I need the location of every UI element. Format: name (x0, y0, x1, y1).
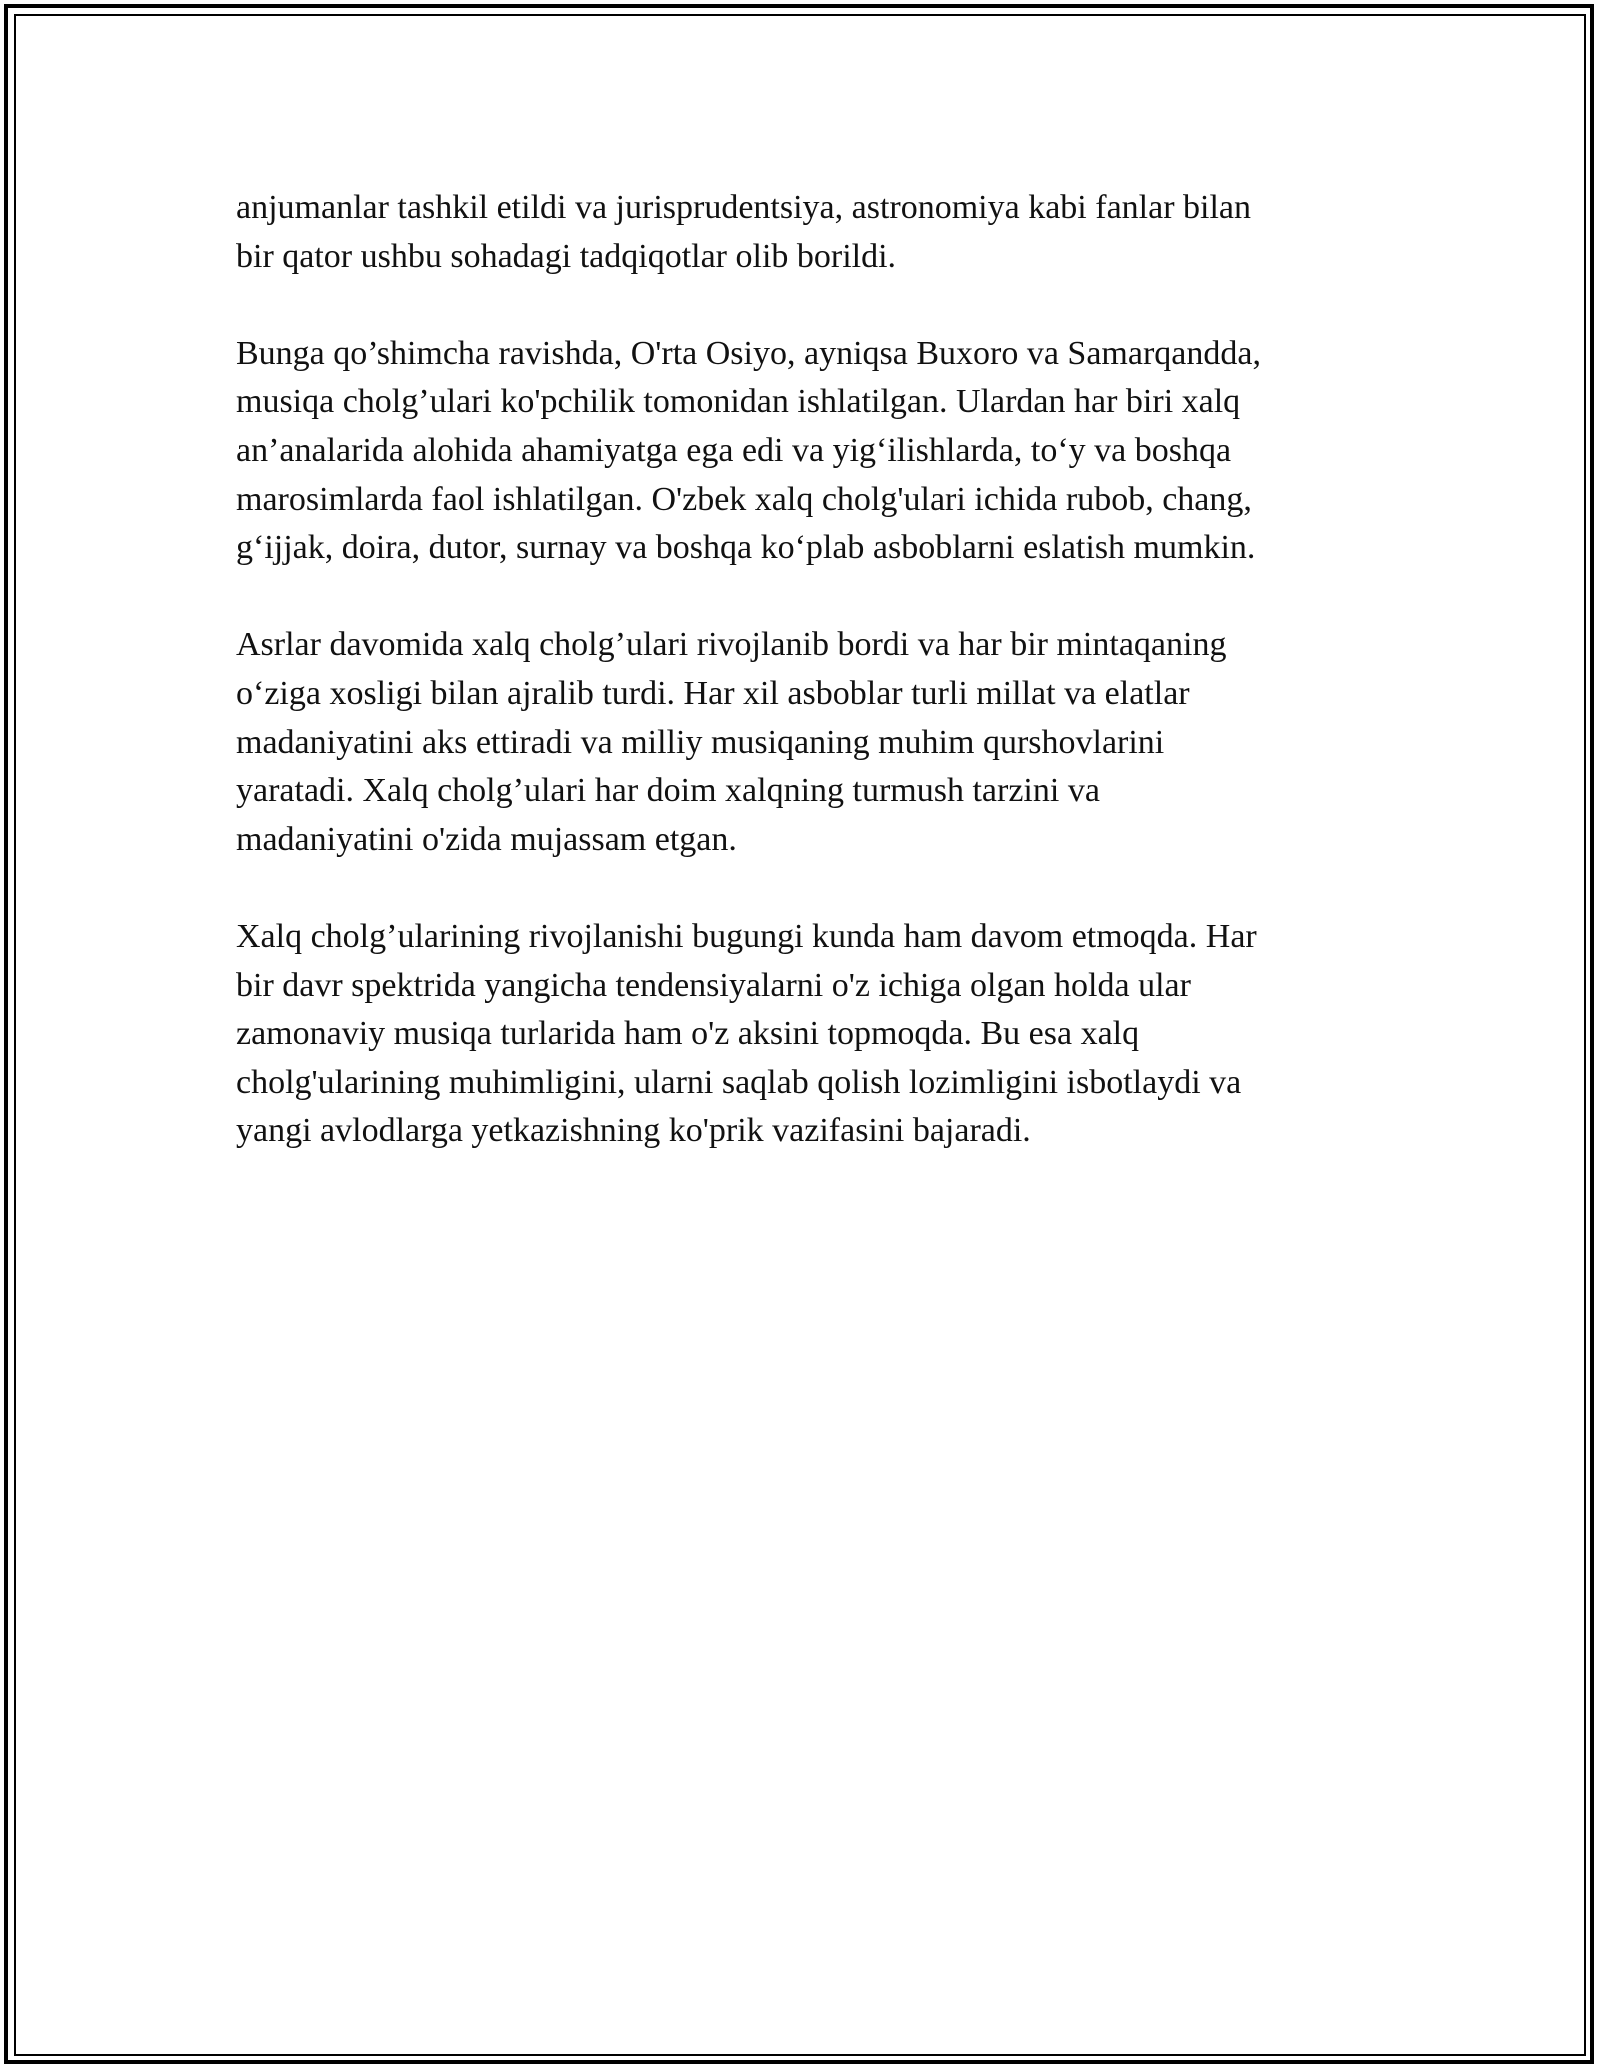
text-line: anjumanlar tashkil etildi va jurisprudentsiya, astronomiya kabi fanlar bilan (236, 189, 1252, 226)
paragraph-gap (236, 864, 1366, 913)
text-line: madaniyatini o'zida mujassam etgan. (236, 820, 737, 858)
text-line: o‘ziga xosligi bilan ajralib turdi. Har xil asboblar turli millat va elatlar (236, 674, 1190, 712)
paragraph (236, 621, 1366, 864)
text-line: yaratadi. Xalq cholg’ulari har doim xalqning turmush tarzini va (236, 772, 1100, 810)
text-line: bir qator ushbu sohadagi tadqiqotlar olib borildi. (236, 237, 897, 275)
text-line: marosimlarda faol ishlatilgan. O'zbek xalq cholg'ulari ichida rubob, chang, (236, 480, 1252, 518)
paragraph (236, 330, 1366, 573)
paragraph-gap (236, 281, 1366, 330)
text-line: zamonaviy musiqa turlarida ham o'z aksini topmoqda. Bu esa xalq (236, 1015, 1140, 1053)
paragraph-gap (236, 573, 1366, 622)
text-line: musiqa cholg’ulari ko'pchilik tomonidan ishlatilgan. Ulardan har biri xalq (236, 383, 1241, 421)
text-line: bir davr spektrida yangicha tendensiyalarni o'z ichiga olgan holda ular (236, 966, 1191, 1004)
text-line: madaniyatini aks ettiradi va milliy musiqaning muhim qurshovlarini (236, 723, 1165, 761)
paragraph (236, 184, 1366, 281)
paragraph (236, 913, 1366, 1156)
document-body (236, 184, 1366, 1156)
text-line: cholg'ularining muhimligini, ularni saqlab qolish lozimligini isbotlaydi va (236, 1063, 1242, 1101)
text-line: an’analarida alohida ahamiyatga ega edi va yig‘ilishlarda, to‘y va boshqa (236, 431, 1232, 469)
text-line: Bunga qo’shimcha ravishda, O'rta Osiyo, ayniqsa Buxoro va Samarqandda, (236, 334, 1261, 372)
text-line: Xalq cholg’ularining rivojlanishi bugungi kunda ham davom etmoqda. Har (236, 917, 1257, 955)
text-line: Asrlar davomida xalq cholg’ulari rivojlanib bordi va har bir mintaqaning (236, 626, 1227, 664)
text-line: g‘ijjak, doira, dutor, surnay va boshqa ko‘plab asboblarni eslatish mumkin. (236, 529, 1256, 567)
text-line: yangi avlodlarga yetkazishning ko'prik vazifasini bajaradi. (236, 1112, 1031, 1150)
